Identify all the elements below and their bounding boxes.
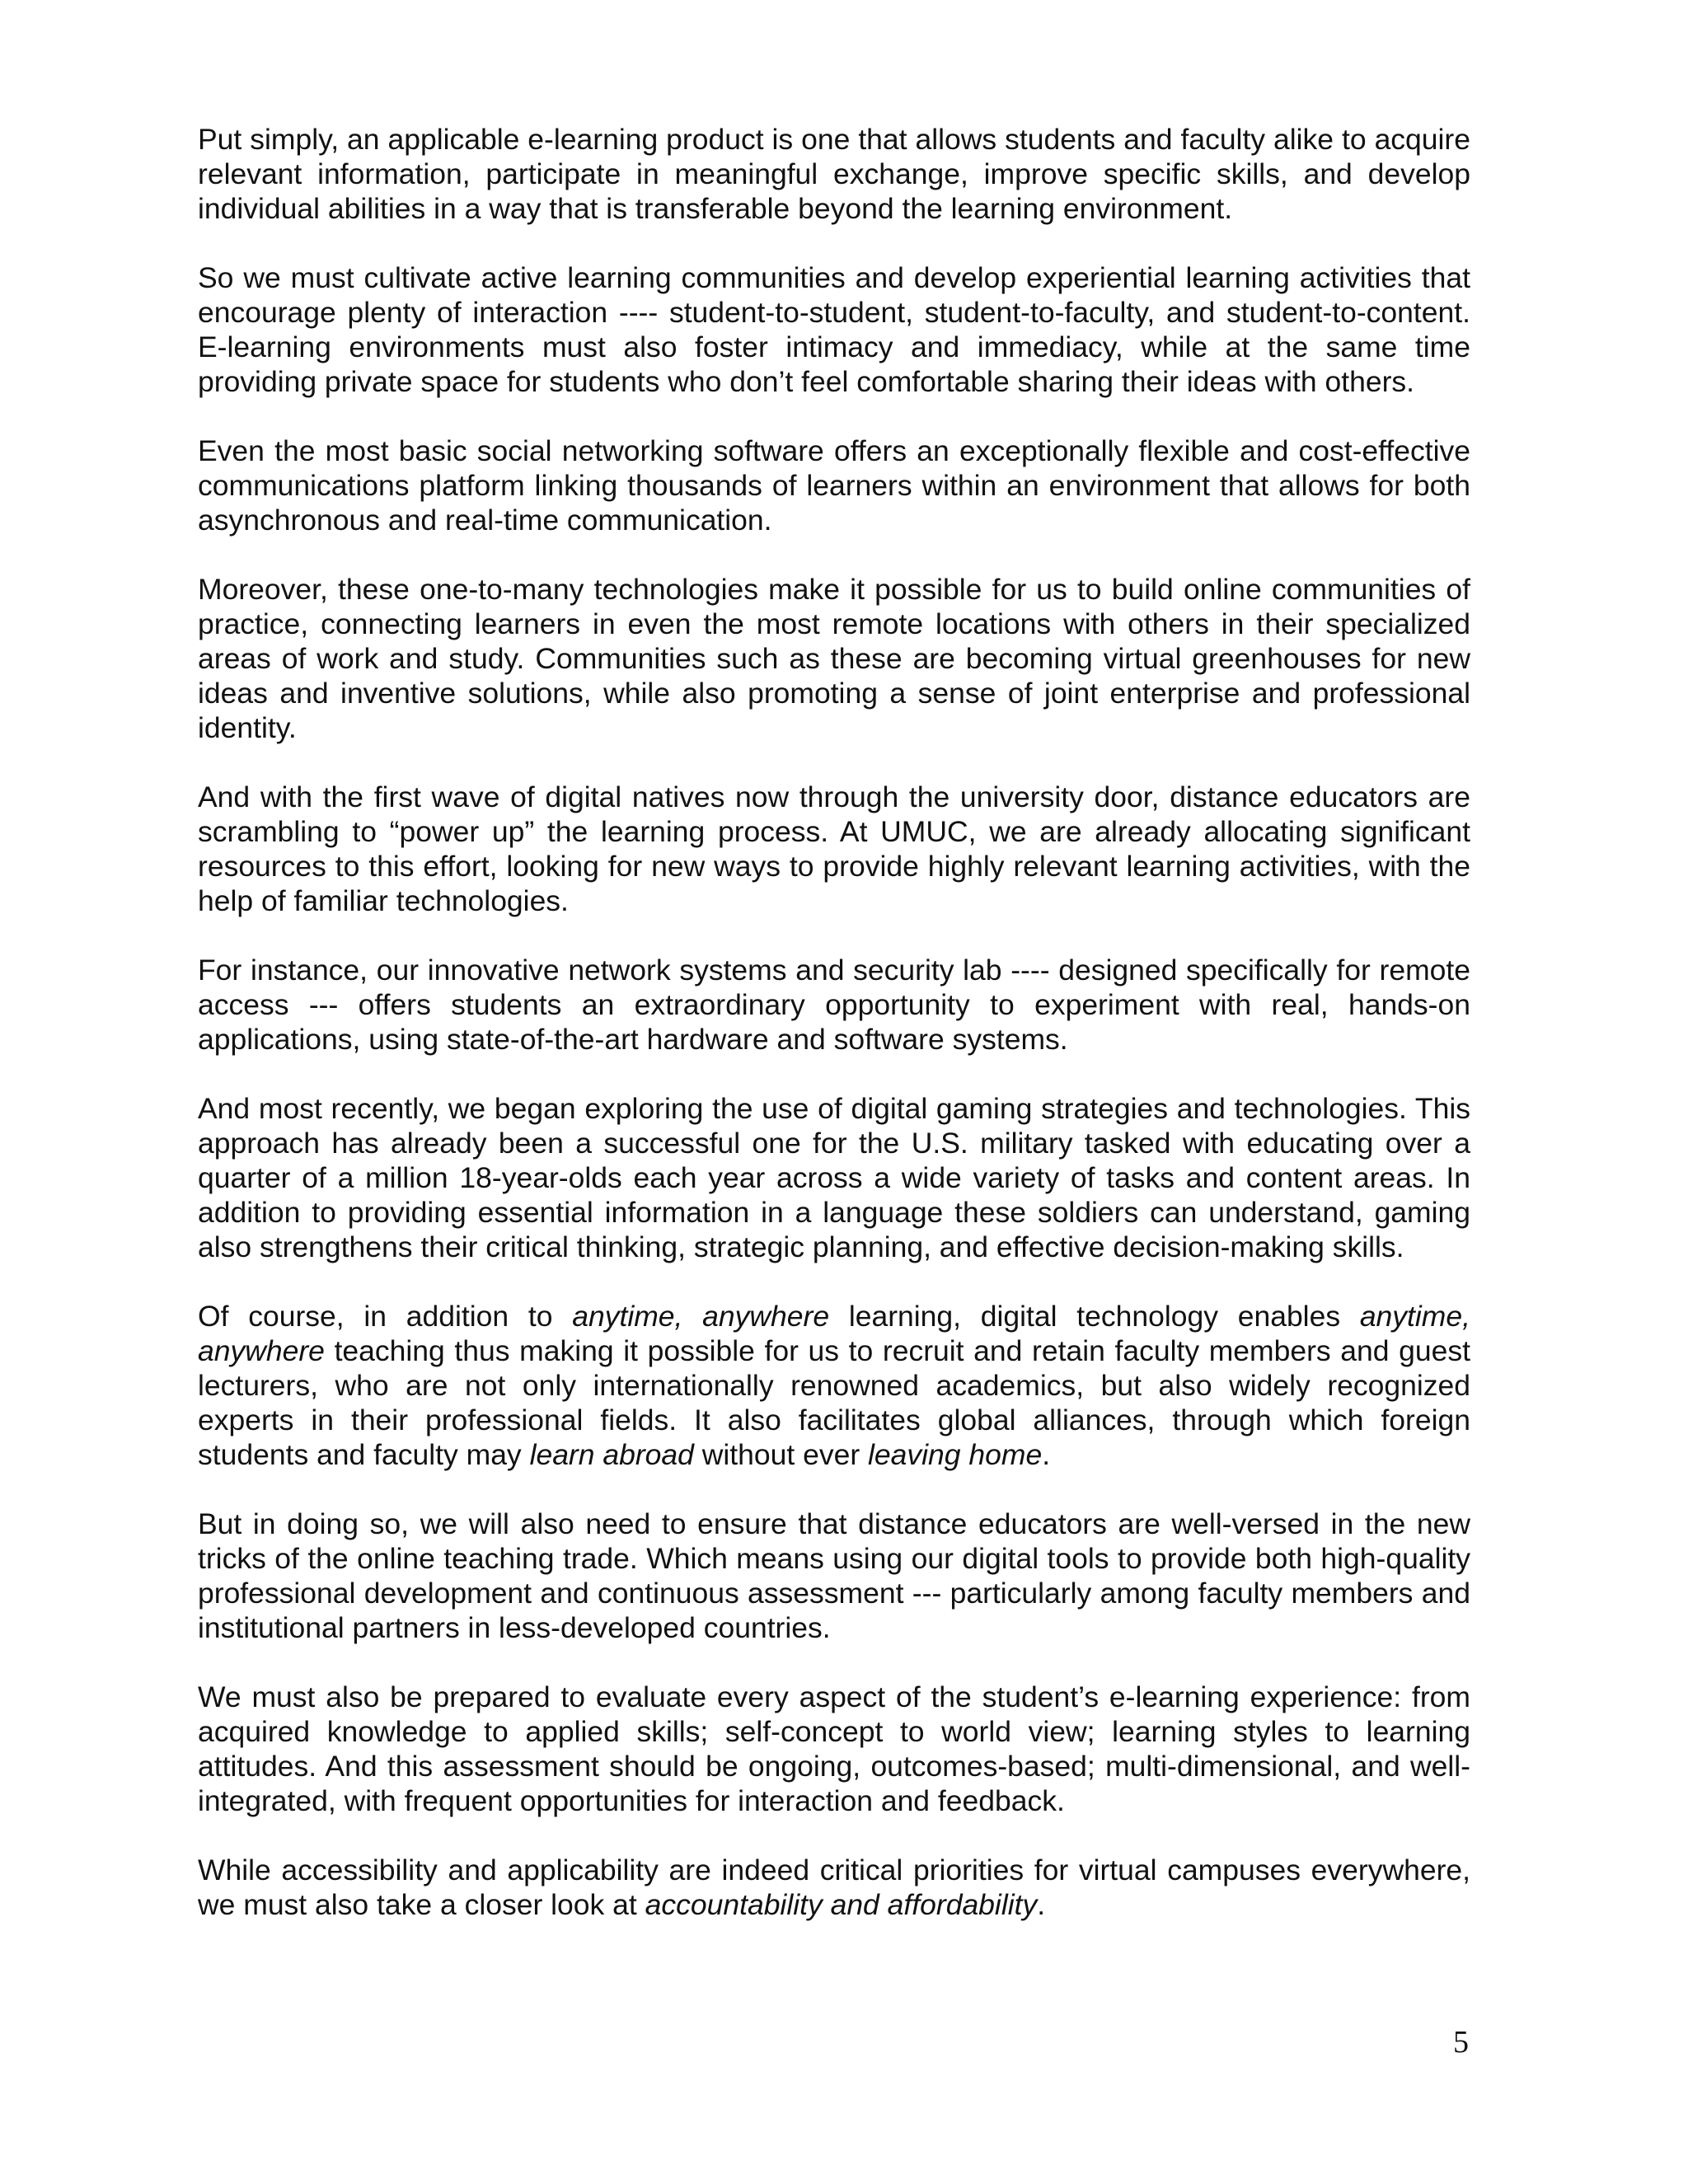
document-body bbox=[198, 122, 1470, 1957]
page-number: 5 bbox=[1453, 2025, 1469, 2060]
text-run: For instance, our innovative network systems and security lab ---- designed specifically for remote access --- offers students an extraordinary opportunity to experiment with real, hands-on applications, using state-of-the-art hardware and software systems. bbox=[198, 954, 1470, 1056]
text-run: without ever bbox=[693, 1438, 869, 1471]
paragraph-1 bbox=[198, 122, 1470, 226]
text-run: teaching thus making it possible for us to recruit and retain faculty members and guest lecturers, who are not only internationally renowned academics, but also widely recognized experts in their professional fields. It also facilitates global alliances, through which foreign students and faculty may bbox=[198, 1334, 1470, 1471]
paragraph-5 bbox=[198, 780, 1470, 918]
text-run: But in doing so, we will also need to ensure that distance educators are well-versed in the new tricks of the online teaching trade. Which means using our digital tools to provide both high-quality professional development and continuous assessment --- particularly among faculty members and institutional partners in less-developed countries. bbox=[198, 1507, 1470, 1644]
text-run: Of course, in addition to bbox=[198, 1300, 573, 1333]
text-run: . bbox=[1042, 1438, 1051, 1471]
text-run: So we must cultivate active learning communities and develop experiential learning activities that encourage plenty of interaction ---- student-to-student, student-to-faculty, and student-to-content. E-learning environments must also foster intimacy and immediacy, while at the same time providing private space for students who don’t feel comfortable sharing their ideas with others. bbox=[198, 261, 1470, 398]
paragraph-9 bbox=[198, 1507, 1470, 1645]
paragraph-10 bbox=[198, 1680, 1470, 1818]
text-run: We must also be prepared to evaluate every aspect of the student’s e-learning experience: from acquired knowledge to applied skills; self-concept to world view; learning styles to learning attitudes. And this assessment should be ongoing, outcomes-based; multi-dimensional, and well-integrated, with frequent opportunities for interaction and feedback. bbox=[198, 1680, 1470, 1817]
text-run: Moreover, these one-to-many technologies make it possible for us to build online communities of practice, connecting learners in even the most remote locations with others in their specialized areas of work and study. Communities such as these are becoming virtual greenhouses for new ideas and inventive solutions, while also promoting a sense of joint enterprise and professional identity. bbox=[198, 573, 1470, 744]
italic-text-run: anytime, anywhere bbox=[572, 1300, 830, 1333]
text-run: And most recently, we began exploring the use of digital gaming strategies and technologies. This approach has already been a successful one for the U.S. military tasked with educating over a quarter of a million 18-year-olds each year across a wide variety of tasks and content areas. In addition to providing essential information in a language these soldiers can understand, gaming also strengthens their critical thinking, strategic planning, and effective decision-making skills. bbox=[198, 1092, 1470, 1263]
text-run: . bbox=[1037, 1888, 1046, 1921]
italic-text-run: learn abroad bbox=[529, 1438, 694, 1471]
paragraph-11 bbox=[198, 1853, 1470, 1922]
paragraph-8 bbox=[198, 1299, 1470, 1472]
text-run: learning, digital technology enables bbox=[829, 1300, 1360, 1333]
paragraph-4 bbox=[198, 572, 1470, 745]
italic-text-run: leaving home bbox=[868, 1438, 1043, 1471]
italic-text-run: anytime, anywhere bbox=[198, 1300, 1470, 1367]
paragraph-2 bbox=[198, 260, 1470, 399]
text-run: And with the first wave of digital natives now through the university door, distance educators are scrambling to “power up” the learning process. At UMUC, we are already allocating significant resources to this effort, looking for new ways to provide highly relevant learning activities, with the help of familiar technologies. bbox=[198, 780, 1470, 917]
text-run: Put simply, an applicable e-learning product is one that allows students and faculty alike to acquire relevant information, participate in meaningful exchange, improve specific skills, and develop individual abilities in a way that is transferable beyond the learning environment. bbox=[198, 123, 1470, 225]
paragraph-6 bbox=[198, 953, 1470, 1057]
paragraph-7 bbox=[198, 1091, 1470, 1264]
italic-text-run: accountability and affordability bbox=[645, 1888, 1038, 1921]
text-run: While accessibility and applicability are indeed critical priorities for virtual campuses everywhere, we must also take a closer look at bbox=[198, 1854, 1470, 1921]
text-run: Even the most basic social networking software offers an exceptionally flexible and cost-effective communications platform linking thousands of learners within an environment that allows for both asynchronous and real-time communication. bbox=[198, 434, 1470, 537]
paragraph-3 bbox=[198, 434, 1470, 537]
